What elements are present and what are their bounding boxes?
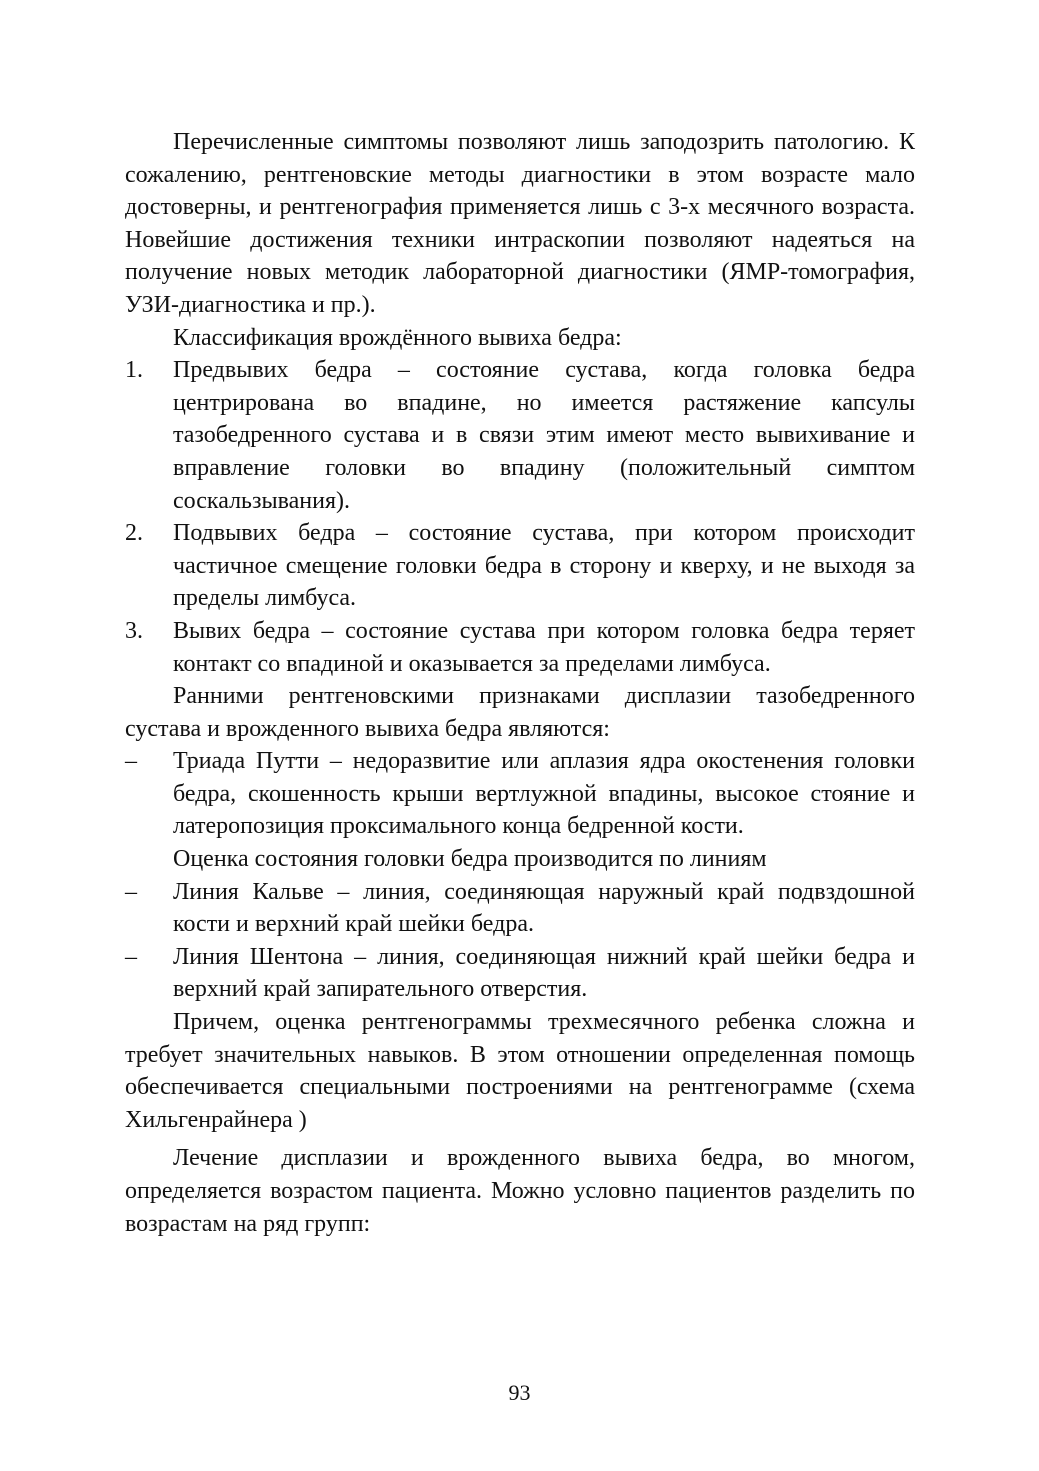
paragraph-treatment: Лечение дисплазии и врожденного вывиха бедра, во многом, определяется возрастом пациента. Можно условно пациентов разделить по возрастам на ряд групп:	[125, 1145, 915, 1237]
paragraph-symptoms: Перечисленные симптомы позволяют лишь заподозрить патологию. К сожалению, рентгеновские методы диагностики в этом возрасте мало достоверны, и рентгенография применяется лишь с 3-х месячного возраста. Новейшие достижения техники интраскопии позволяют надеяться на получение новых методик лабораторной диагностики (ЯМР-томография, УЗИ-диагностика и пр.).	[125, 129, 915, 318]
list-item	[125, 354, 915, 517]
list-marker: –	[125, 748, 137, 775]
list-item-text: Вывих бедра – состояние сустава при котором головка бедра теряет контакт со впадиной и оказывается за пределами лимбуса.	[173, 617, 915, 677]
list-item-text: Линия Шентона – линия, соединяющая нижний край шейки бедра и верхний край запирательного отверстия.	[173, 943, 915, 1003]
list-item-text: Предвывих бедра – состояние сустава, когда головка бедра центрирована во впадине, но имеется растяжение капсулы тазобедренного сустава и в связи этим имеют место вывихивание и вправление головки во впадину (положительный симптом соскальзывания).	[173, 357, 915, 514]
list-item	[125, 517, 915, 615]
list-marker: –	[125, 943, 137, 970]
list-item	[125, 745, 915, 843]
list-item-text: Линия Кальве – линия, соединяющая наружный край подвздошной кости и верхний край шейки бедра.	[173, 878, 915, 938]
lines-list	[125, 876, 915, 1006]
classification-heading: Классификация врождённого вывиха бедра:	[173, 324, 622, 351]
list-item-text: Подвывих бедра – состояние сустава, при котором происходит частичное смещение головки бедра в сторону и кверху, и не выходя за пределы лимбуса.	[173, 520, 915, 612]
list-marker: 3.	[125, 617, 143, 644]
paragraph-moreover: Причем, оценка рентгенограммы трехмесячного ребенка сложна и требует значительных навыков. В этом отношении определенная помощь обеспечивается специальными построениями на рентгенограмме (схема Хильгенрайнера )	[125, 1009, 915, 1133]
classification-list	[125, 354, 915, 680]
list-item	[125, 615, 915, 680]
list-item-text: Триада Путти – недоразвитие или аплазия ядра окостенения головки бедра, скошенность крыши вертлужной впадины, высокое стояние и латеропозиция проксимального конца бедренной кости.	[173, 748, 915, 840]
page-body	[125, 126, 915, 1240]
list-marker: 1.	[125, 357, 143, 384]
page-number: 93	[508, 1380, 531, 1405]
paragraph-assessment: Оценка состояния головки бедра производится по линиям	[173, 846, 767, 873]
list-item	[125, 876, 915, 941]
paragraph-early-signs: Ранними рентгеновскими признаками дисплазии тазобедренного сустава и врожденного вывиха бедра являются:	[125, 683, 915, 742]
list-marker: 2.	[125, 520, 143, 547]
signs-list	[125, 745, 915, 843]
list-item	[125, 941, 915, 1006]
list-marker: –	[125, 878, 137, 905]
